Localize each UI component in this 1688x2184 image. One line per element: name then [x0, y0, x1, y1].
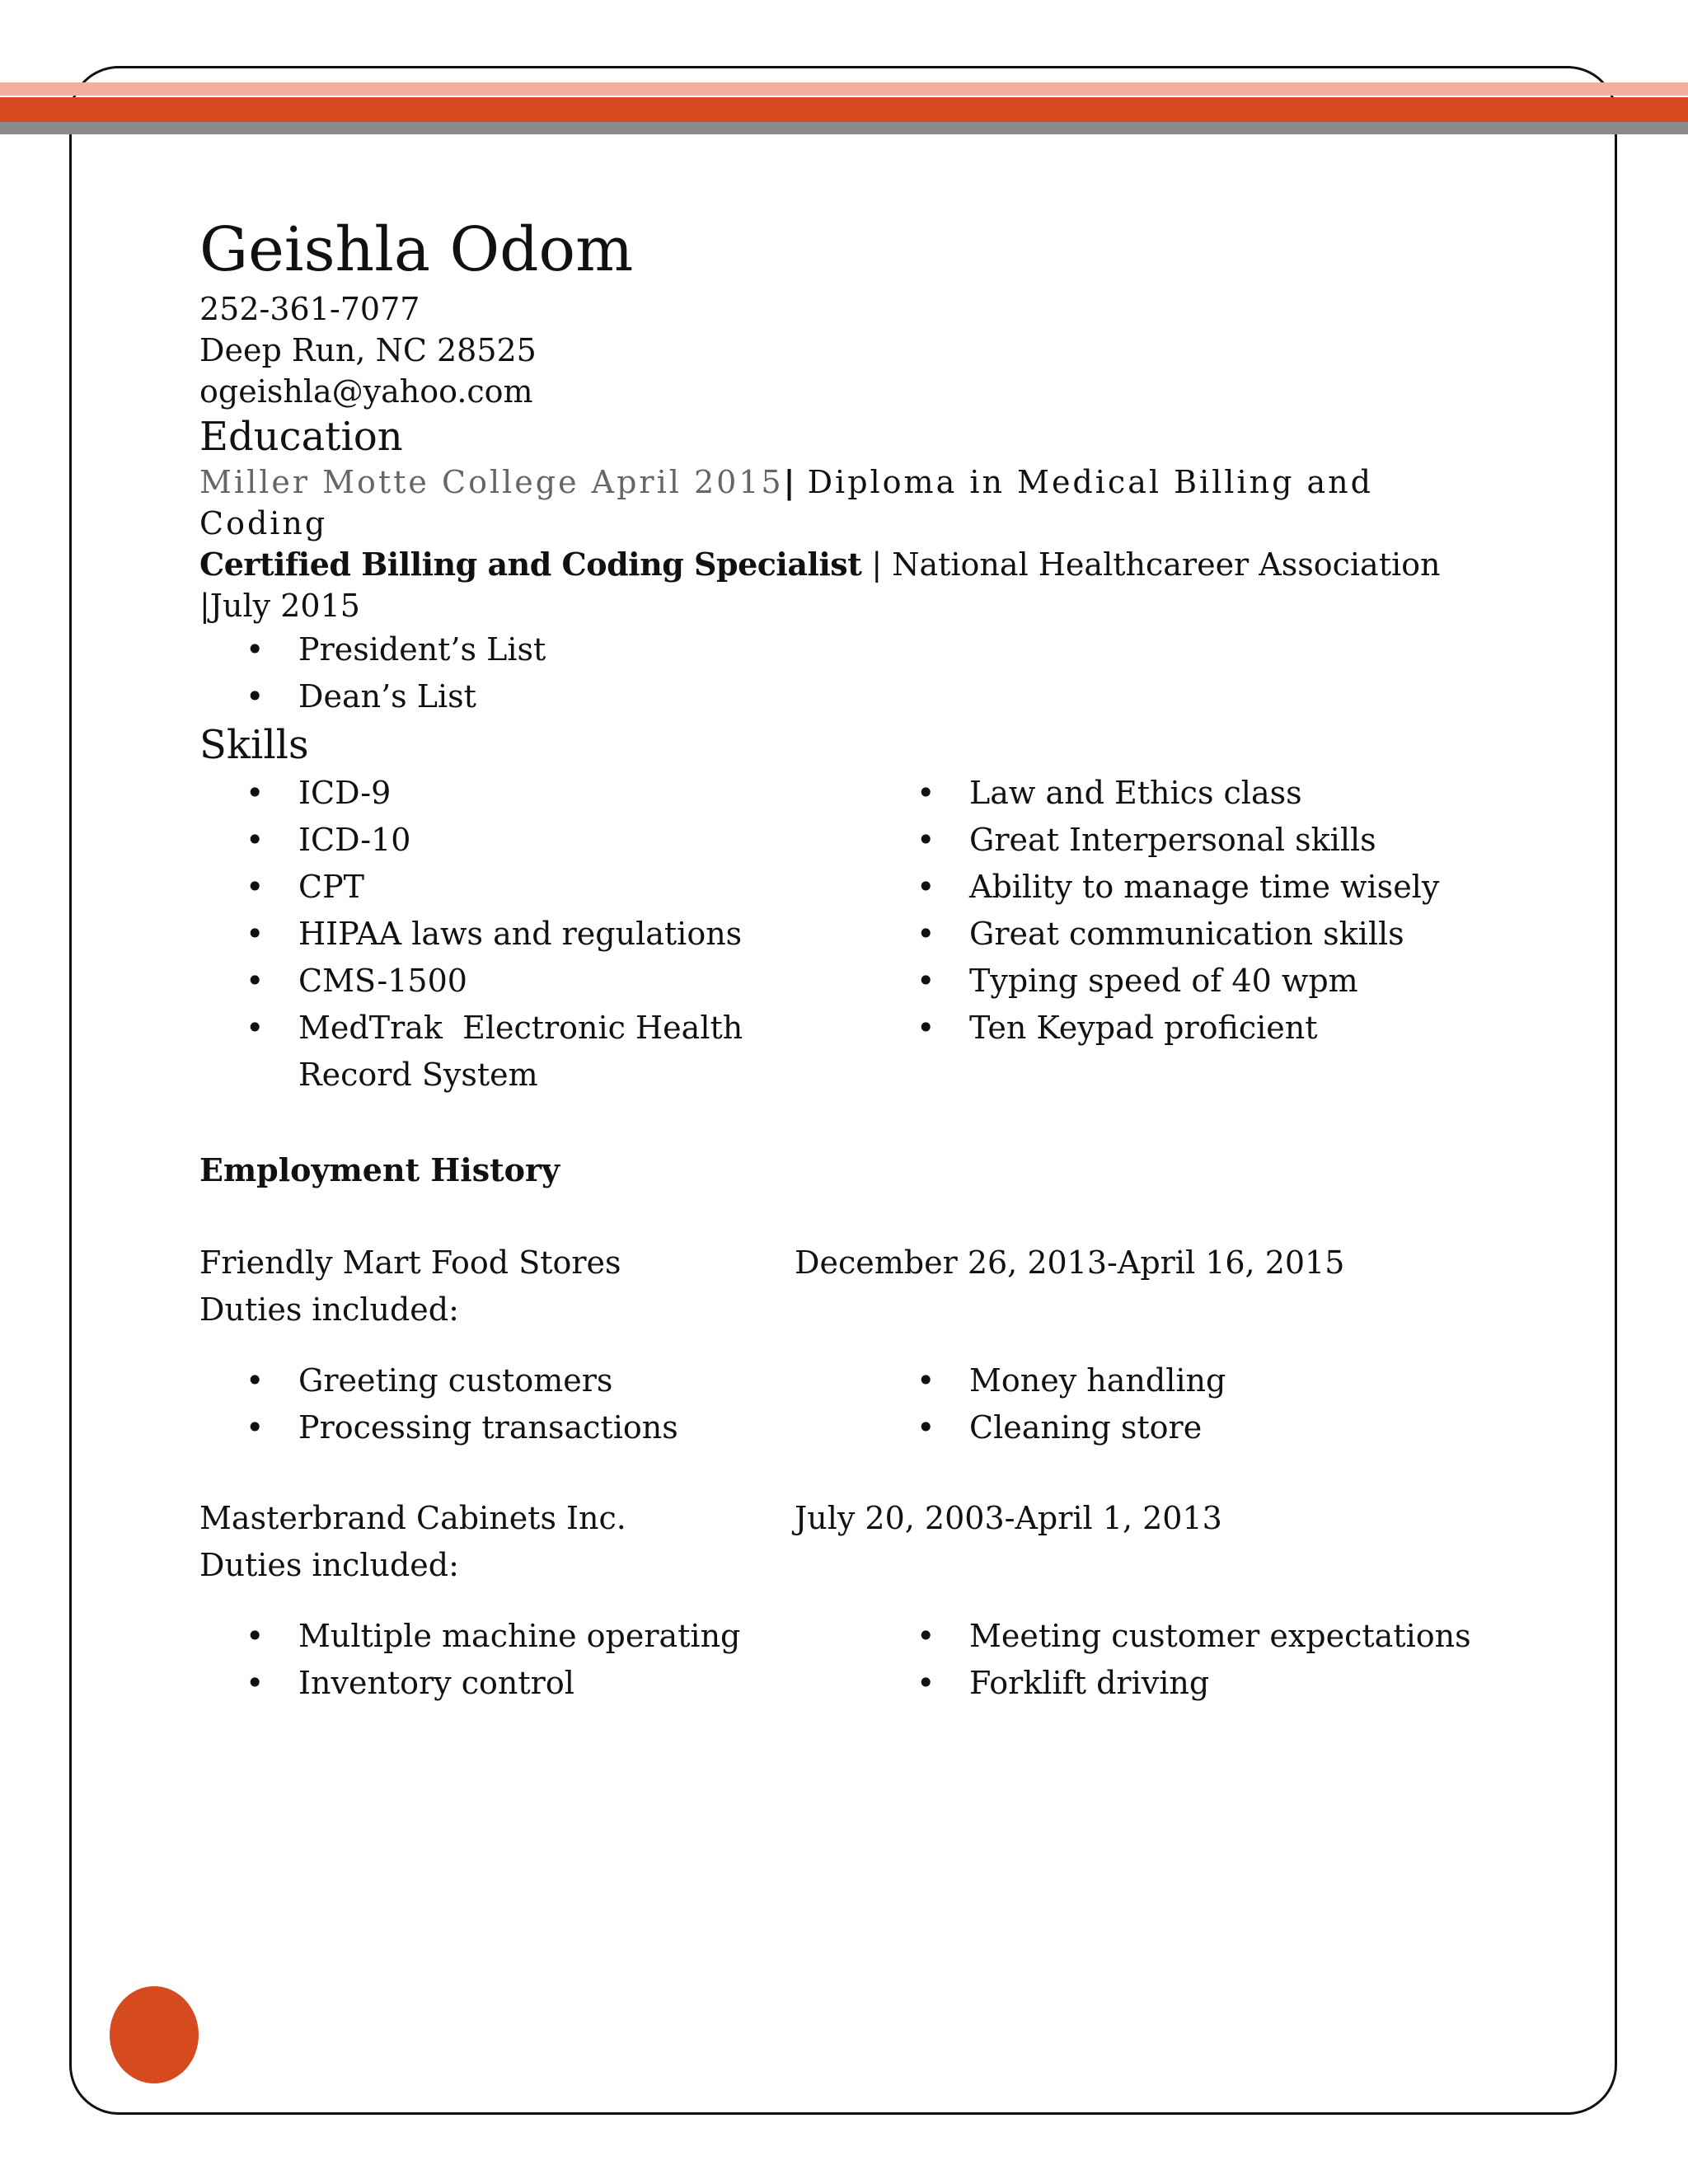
job-dates: July 20, 2003-April 1, 2013: [795, 1500, 1222, 1536]
resume-content: [199, 213, 1485, 1707]
job-entry: [199, 1494, 1485, 1707]
contact-block: [199, 288, 1485, 412]
header-band-orange: [0, 97, 1688, 122]
duties-columns: [199, 1613, 1485, 1707]
phone: 252-361-7077: [199, 291, 420, 327]
bullet-icon: •: [246, 1409, 265, 1446]
list-item: • ICD-10: [199, 817, 870, 864]
duties-label: Duties included:: [199, 1547, 459, 1583]
bullet-icon: •: [246, 822, 265, 858]
bullet-icon: •: [917, 1362, 935, 1399]
bullet-icon: •: [246, 916, 265, 952]
duties-list-right: [870, 1357, 1485, 1451]
duties-label: Duties included:: [199, 1291, 459, 1328]
skills-columns: [199, 770, 1485, 1099]
certification-details: | National Healthcareer Association |July 2015: [199, 546, 1441, 624]
job-header: [199, 1239, 1485, 1286]
job-dates: December 26, 2013-April 16, 2015: [795, 1244, 1345, 1281]
bullet-icon: •: [917, 1665, 935, 1701]
bullet-icon: •: [246, 1618, 265, 1654]
company-name: Masterbrand Cabinets Inc.: [199, 1500, 626, 1536]
bullet-icon: •: [246, 1665, 265, 1701]
job-entry: [199, 1239, 1485, 1451]
list-item: • Processing transactions: [199, 1404, 870, 1451]
list-item: • Meeting customer expectations: [870, 1613, 1485, 1660]
bullet-icon: •: [246, 678, 265, 715]
duties-list-left: [199, 1613, 870, 1707]
skills-list-right: [870, 770, 1485, 1099]
header-band-light: [0, 82, 1688, 96]
list-item: • Greeting customers: [199, 1357, 870, 1404]
duties-columns: [199, 1357, 1485, 1451]
duties-list-right: [870, 1613, 1485, 1707]
list-item: • Money handling: [870, 1357, 1485, 1404]
school-and-date: Miller Motte College April 2015: [199, 464, 784, 500]
separator: |: [783, 463, 795, 500]
skills-list-left: [199, 770, 870, 1099]
list-item: • Law and Ethics class: [870, 770, 1485, 817]
duties-list-left: [199, 1357, 870, 1451]
employment-heading: Employment History: [199, 1151, 560, 1188]
list-item: • Cleaning store: [870, 1404, 1485, 1451]
list-item: • Great Interpersonal skills: [870, 817, 1485, 864]
education-line-2: [199, 544, 1485, 626]
bullet-icon: •: [917, 822, 935, 858]
bullet-icon: •: [917, 775, 935, 811]
list-item: • Inventory control: [199, 1660, 870, 1707]
diploma: Diploma in Medical Billing and Coding: [199, 464, 1373, 541]
address: Deep Run, NC 28525: [199, 332, 537, 368]
list-item: • Ability to manage time wisely: [870, 864, 1485, 911]
bullet-icon: •: [246, 1010, 265, 1046]
bullet-icon: •: [917, 963, 935, 999]
job-header: [199, 1494, 1485, 1542]
bullet-icon: •: [917, 1409, 935, 1446]
education-line-1: [199, 462, 1485, 544]
list-item: • President’s List: [199, 626, 1485, 673]
bullet-icon: •: [246, 775, 265, 811]
list-item: • MedTrak Electronic Health Record System: [199, 1005, 743, 1099]
list-item: • Great communication skills: [870, 911, 1485, 958]
education-heading: Education: [199, 414, 403, 460]
bullet-icon: •: [917, 916, 935, 952]
company-name: Friendly Mart Food Stores: [199, 1244, 621, 1281]
candidate-name: Geishla Odom: [199, 214, 634, 285]
list-item: • ICD-9: [199, 770, 870, 817]
list-item: • CPT: [199, 864, 870, 911]
bullet-icon: •: [246, 631, 265, 668]
list-item: • Multiple machine operating: [199, 1613, 870, 1660]
list-item: • Dean’s List: [199, 673, 1485, 720]
email: ogeishla@yahoo.com: [199, 373, 533, 410]
bullet-icon: •: [246, 869, 265, 905]
bullet-icon: •: [246, 963, 265, 999]
bullet-icon: •: [917, 1010, 935, 1046]
bullet-icon: •: [917, 1618, 935, 1654]
header-band-gray: [0, 122, 1688, 134]
bullet-icon: •: [917, 869, 935, 905]
list-item: • Typing speed of 40 wpm: [870, 958, 1485, 1005]
decorative-circle: [110, 1986, 199, 2083]
certification-title: Certified Billing and Coding Specialist: [199, 546, 862, 583]
list-item: • Forklift driving: [870, 1660, 1485, 1707]
list-item: • Ten Keypad proficient: [870, 1005, 1485, 1052]
list-item: • HIPAA laws and regulations: [199, 911, 870, 958]
bullet-icon: •: [246, 1362, 265, 1399]
awards-list: [199, 626, 1485, 720]
skills-heading: Skills: [199, 722, 309, 768]
list-item: • CMS-1500: [199, 958, 870, 1005]
